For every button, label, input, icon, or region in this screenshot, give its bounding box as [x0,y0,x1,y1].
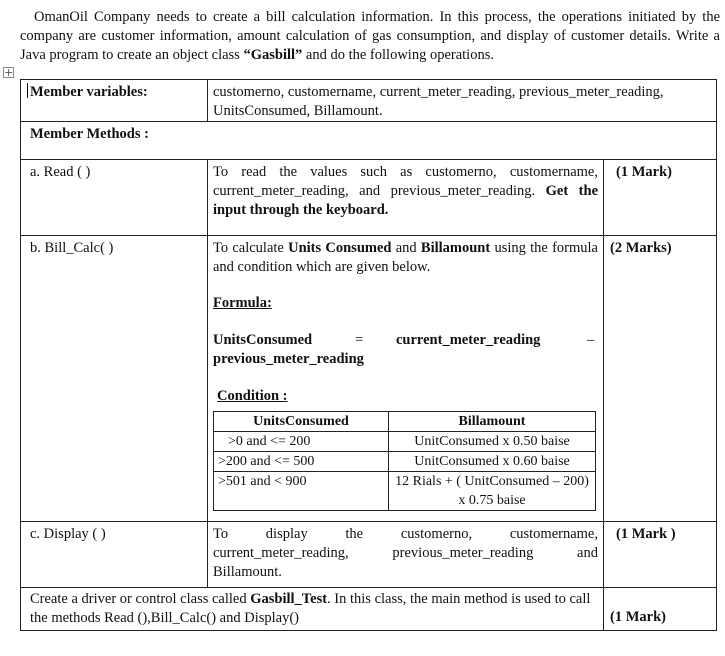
table-row [214,452,596,472]
bill-calc-method-label: b. Bill_Calc( ) [30,240,114,256]
intro-text: OmanOil Company needs to create a bill calculation information. In this process, the operations initiated by the company are customer information, amount calculation of gas consumption, and display of customer details. Write a Java program to create an object class [20,9,720,63]
table-border [207,159,208,588]
formula-heading: Formula: [213,295,272,311]
driver-class-description: Create a driver or control class called Gasbill_Test. In this class, the main method is used to call the methods Read (),Bill_Calc() and Display() [30,591,591,626]
read-method-description: To read the values such as customerno, customername, current_meter_reading, and previous_meter_reading. Get the input through the keyboard. [213,164,599,218]
read-method-label: a. Read ( ) [30,164,91,180]
intro-class-name: “Gasbill” [243,47,303,63]
condition-range: >0 and <= 200 [214,432,389,452]
table-border [20,521,717,522]
formula-line-2: previous_meter_reading [213,351,364,367]
units-consumed-header: UnitsConsumed [214,412,389,432]
table-border [20,587,717,588]
table-border [207,79,208,121]
bill-calc-description: To calculate Units Consumed and Billamount using the formula and condition which are given below. [213,240,598,275]
formula-line: UnitsConsumed = current_meter_reading – [213,332,595,348]
member-variables-label: Member variables: [30,84,148,100]
condition-table-header [214,412,596,432]
table-row [214,472,596,511]
display-method-description: To display the customerno, customername, current_meter_reading, previous_meter_reading and Billamount. [213,526,598,580]
read-method-marks: (1 Mark) [616,164,672,180]
condition-amount: UnitConsumed x 0.50 baise [389,432,596,452]
table-border [603,159,604,631]
table-border [20,79,21,631]
table-border [716,79,717,588]
table-move-handle-icon[interactable]: + [4,66,14,79]
condition-table [213,411,596,511]
table-border [20,159,717,160]
table-border [20,630,717,631]
display-method-label: c. Display ( ) [30,526,106,542]
bill-calc-marks: (2 Marks) [610,240,672,256]
member-variables-value: customerno, customername, current_meter_reading, previous_meter_reading, UnitsConsumed, Billamount. [213,84,664,119]
member-methods-label: Member Methods : [30,126,149,142]
intro-paragraph [20,8,720,65]
table-border [716,588,717,631]
table-border [20,121,717,122]
condition-heading: Condition : [217,388,288,404]
condition-amount: 12 Rials + ( UnitConsumed – 200) x 0.75 baise [389,472,596,511]
text-cursor [27,83,28,98]
table-border [20,79,717,80]
condition-range: >501 and < 900 [214,472,389,511]
table-row [214,432,596,452]
condition-amount: UnitConsumed x 0.60 baise [389,452,596,472]
display-method-marks: (1 Mark ) [616,526,676,542]
driver-marks: (1 Mark) [610,609,666,625]
intro-text-tail: and do the following operations. [302,47,494,63]
billamount-header: Billamount [389,412,596,432]
condition-range: >200 and <= 500 [214,452,389,472]
table-border [20,235,717,236]
